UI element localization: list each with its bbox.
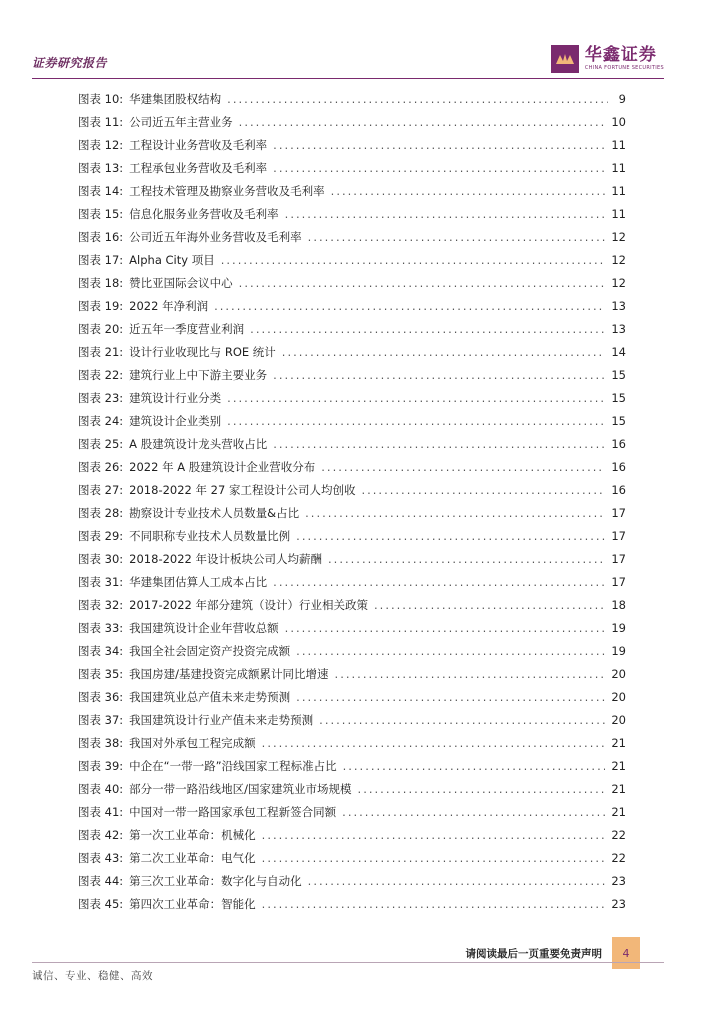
toc-page-number: 16 xyxy=(611,460,626,474)
toc-entry[interactable] xyxy=(78,226,626,249)
footer-divider xyxy=(32,962,664,963)
toc-dot-leader xyxy=(296,640,605,663)
toc-page-number: 12 xyxy=(611,276,626,290)
toc-page-number: 13 xyxy=(611,322,626,336)
toc-figure-title: 我国对外承包工程完成额 xyxy=(129,736,256,750)
toc-figure-number: 图表 34: xyxy=(78,644,124,658)
toc-entry[interactable] xyxy=(78,318,626,341)
toc-figure-number: 图表 32: xyxy=(78,598,124,612)
toc-figure-title: 第二次工业革命：电气化 xyxy=(129,851,256,865)
toc-page-number: 10 xyxy=(611,115,626,129)
toc-entry[interactable] xyxy=(78,801,626,824)
toc-entry[interactable] xyxy=(78,88,626,111)
toc-entry[interactable] xyxy=(78,456,626,479)
toc-page-number: 21 xyxy=(611,805,626,819)
disclaimer-note: 请阅读最后一页重要免责声明 xyxy=(465,948,602,960)
toc-figure-title: 赞比亚国际会议中心 xyxy=(129,276,233,290)
toc-entry[interactable] xyxy=(78,870,626,893)
toc-page-number: 20 xyxy=(611,690,626,704)
toc-entry[interactable] xyxy=(78,686,626,709)
toc-dot-leader xyxy=(250,318,605,341)
toc-figure-number: 图表 37: xyxy=(78,713,124,727)
toc-figure-number: 图表 35: xyxy=(78,667,124,681)
toc-figure-title: 2018-2022 年 27 家工程设计公司人均创收 xyxy=(129,483,356,497)
toc-figure-number: 图表 39: xyxy=(78,759,124,773)
toc-figure-number: 图表 16: xyxy=(78,230,124,244)
toc-entry[interactable] xyxy=(78,525,626,548)
toc-page-number: 20 xyxy=(611,713,626,727)
toc-page-number: 19 xyxy=(611,644,626,658)
toc-figure-number: 图表 33: xyxy=(78,621,124,635)
report-type-label: 证券研究报告 xyxy=(32,56,108,70)
toc-figure-number: 图表 27: xyxy=(78,483,124,497)
toc-dot-leader xyxy=(305,502,605,525)
toc-page-number: 14 xyxy=(611,345,626,359)
toc-figure-number: 图表 18: xyxy=(78,276,124,290)
toc-entry[interactable] xyxy=(78,364,626,387)
toc-figure-number: 图表 10: xyxy=(78,92,124,106)
toc-dot-leader xyxy=(262,847,606,870)
toc-figure-title: A 股建筑设计龙头营收占比 xyxy=(129,437,268,451)
logo-chinese-name: 华鑫证券 xyxy=(584,45,657,65)
toc-dot-leader xyxy=(296,686,605,709)
toc-entry[interactable] xyxy=(78,134,626,157)
company-logo xyxy=(551,44,664,74)
toc-figure-number: 图表 21: xyxy=(78,345,124,359)
toc-figure-number: 图表 22: xyxy=(78,368,124,382)
toc-entry[interactable] xyxy=(78,617,626,640)
toc-dot-leader xyxy=(296,525,605,548)
toc-page-number: 22 xyxy=(611,851,626,865)
toc-entry[interactable] xyxy=(78,640,626,663)
toc-figure-title: 我国建筑设计行业产值未来走势预测 xyxy=(129,713,314,727)
header-divider xyxy=(32,78,664,79)
toc-dot-leader xyxy=(273,134,605,157)
toc-figure-title: 我国房建/基建投资完成额累计同比增速 xyxy=(129,667,329,681)
toc-figure-title: 我国全社会固定资产投资完成额 xyxy=(129,644,291,658)
toc-figure-number: 图表 24: xyxy=(78,414,124,428)
toc-page-number: 15 xyxy=(611,368,626,382)
toc-figure-title: 建筑设计企业类别 xyxy=(129,414,222,428)
toc-entry[interactable] xyxy=(78,755,626,778)
toc-page-number: 23 xyxy=(611,897,626,911)
toc-figure-number: 图表 11: xyxy=(78,115,124,129)
toc-dot-leader xyxy=(285,617,606,640)
page-header xyxy=(32,42,664,76)
toc-figure-number: 图表 19: xyxy=(78,299,124,313)
toc-figure-title: 我国建筑设计企业年营收总额 xyxy=(129,621,279,635)
toc-figure-number: 图表 40: xyxy=(78,782,124,796)
toc-figure-title: 公司近五年海外业务营收及毛利率 xyxy=(129,230,302,244)
toc-entry[interactable] xyxy=(78,502,626,525)
toc-figure-number: 图表 44: xyxy=(78,874,124,888)
toc-page-number: 11 xyxy=(611,138,626,152)
toc-figure-number: 图表 28: xyxy=(78,506,124,520)
toc-page-number: 16 xyxy=(611,437,626,451)
toc-page-number: 20 xyxy=(611,667,626,681)
toc-dot-leader xyxy=(227,88,608,111)
toc-figure-title: 中国对一带一路国家承包工程新签合同额 xyxy=(129,805,337,819)
toc-figure-number: 图表 38: xyxy=(78,736,124,750)
toc-figure-number: 图表 12: xyxy=(78,138,124,152)
toc-page-number: 19 xyxy=(611,621,626,635)
toc-dot-leader xyxy=(331,180,606,203)
toc-dot-leader xyxy=(227,387,605,410)
toc-entry[interactable] xyxy=(78,709,626,732)
toc-dot-leader xyxy=(273,571,605,594)
toc-figure-number: 图表 45: xyxy=(78,897,124,911)
toc-dot-leader xyxy=(239,111,606,134)
toc-figure-number: 图表 41: xyxy=(78,805,124,819)
toc-figure-number: 图表 13: xyxy=(78,161,124,175)
toc-entry[interactable] xyxy=(78,548,626,571)
toc-page-number: 18 xyxy=(611,598,626,612)
toc-dot-leader xyxy=(221,249,606,272)
toc-figure-title: 2018-2022 年设计板块公司人均薪酬 xyxy=(129,552,323,566)
toc-page-number: 9 xyxy=(618,92,626,106)
toc-figure-title: Alpha City 项目 xyxy=(129,253,215,267)
toc-page-number: 16 xyxy=(611,483,626,497)
toc-page-number: 15 xyxy=(611,391,626,405)
toc-dot-leader xyxy=(282,341,606,364)
toc-figure-number: 图表 14: xyxy=(78,184,124,198)
toc-page-number: 12 xyxy=(611,253,626,267)
toc-page-number: 21 xyxy=(611,782,626,796)
toc-dot-leader xyxy=(262,824,606,847)
toc-figure-title: 公司近五年主营业务 xyxy=(129,115,233,129)
toc-page-number: 22 xyxy=(611,828,626,842)
toc-figure-title: 不同职称专业技术人员数量比例 xyxy=(129,529,291,543)
toc-figure-title: 2017-2022 年部分建筑（设计）行业相关政策 xyxy=(129,598,369,612)
toc-dot-leader xyxy=(308,226,606,249)
toc-figure-title: 第三次工业革命：数字化与自动化 xyxy=(129,874,302,888)
toc-entry[interactable] xyxy=(78,778,626,801)
company-motto: 诚信、专业、稳健、高效 xyxy=(32,970,153,982)
toc-dot-leader xyxy=(214,295,605,318)
toc-figure-title: 第四次工业革命：智能化 xyxy=(129,897,256,911)
toc-dot-leader xyxy=(342,801,605,824)
toc-page-number: 11 xyxy=(611,207,626,221)
toc-dot-leader xyxy=(239,272,606,295)
toc-page-number: 17 xyxy=(611,506,626,520)
toc-entry[interactable] xyxy=(78,847,626,870)
toc-page-number: 23 xyxy=(611,874,626,888)
toc-figure-title: 信息化服务业务营收及毛利率 xyxy=(129,207,279,221)
toc-dot-leader xyxy=(343,755,606,778)
toc-entry[interactable] xyxy=(78,272,626,295)
toc-dot-leader xyxy=(335,663,606,686)
toc-entry[interactable] xyxy=(78,732,626,755)
page-number-badge: 4 xyxy=(612,937,640,969)
toc-figure-title: 工程承包业务营收及毛利率 xyxy=(129,161,268,175)
toc-dot-leader xyxy=(374,594,605,617)
toc-page-number: 17 xyxy=(611,575,626,589)
toc-figure-number: 图表 26: xyxy=(78,460,124,474)
toc-figure-title: 2022 年净利润 xyxy=(129,299,209,313)
toc-entry[interactable] xyxy=(78,433,626,456)
toc-dot-leader xyxy=(273,433,605,456)
figure-list xyxy=(78,88,626,916)
toc-dot-leader xyxy=(321,456,605,479)
toc-figure-number: 图表 31: xyxy=(78,575,124,589)
toc-dot-leader xyxy=(273,364,605,387)
toc-figure-number: 图表 20: xyxy=(78,322,124,336)
toc-entry[interactable] xyxy=(78,824,626,847)
toc-page-number: 13 xyxy=(611,299,626,313)
toc-figure-number: 图表 30: xyxy=(78,552,124,566)
toc-figure-number: 图表 29: xyxy=(78,529,124,543)
toc-page-number: 15 xyxy=(611,414,626,428)
toc-figure-title: 勘察设计专业技术人员数量&占比 xyxy=(129,506,300,520)
toc-page-number: 21 xyxy=(611,759,626,773)
toc-figure-number: 图表 42: xyxy=(78,828,124,842)
toc-dot-leader xyxy=(358,778,606,801)
toc-figure-title: 建筑行业上中下游主要业务 xyxy=(129,368,268,382)
toc-dot-leader xyxy=(328,548,605,571)
toc-figure-title: 华建集团估算人工成本占比 xyxy=(129,575,268,589)
toc-page-number: 12 xyxy=(611,230,626,244)
toc-dot-leader xyxy=(262,732,606,755)
toc-figure-title: 部分一带一路沿线地区/国家建筑业市场规模 xyxy=(129,782,352,796)
toc-figure-title: 第一次工业革命：机械化 xyxy=(129,828,256,842)
toc-page-number: 21 xyxy=(611,736,626,750)
toc-entry[interactable] xyxy=(78,249,626,272)
toc-dot-leader xyxy=(319,709,605,732)
toc-figure-title: 工程技术管理及勘察业务营收及毛利率 xyxy=(129,184,325,198)
toc-entry[interactable] xyxy=(78,341,626,364)
toc-figure-number: 图表 25: xyxy=(78,437,124,451)
toc-figure-number: 图表 43: xyxy=(78,851,124,865)
logo-icon xyxy=(551,45,579,73)
toc-entry[interactable] xyxy=(78,594,626,617)
toc-page-number: 17 xyxy=(611,552,626,566)
toc-dot-leader xyxy=(285,203,606,226)
toc-dot-leader xyxy=(227,410,605,433)
toc-entry[interactable] xyxy=(78,295,626,318)
toc-figure-title: 华建集团股权结构 xyxy=(129,92,222,106)
toc-entry[interactable] xyxy=(78,203,626,226)
toc-page-number: 11 xyxy=(611,161,626,175)
toc-page-number: 17 xyxy=(611,529,626,543)
toc-figure-title: 工程设计业务营收及毛利率 xyxy=(129,138,268,152)
toc-figure-title: 建筑设计行业分类 xyxy=(129,391,222,405)
toc-figure-number: 图表 17: xyxy=(78,253,124,267)
toc-page-number: 11 xyxy=(611,184,626,198)
toc-entry[interactable] xyxy=(78,180,626,203)
toc-entry[interactable] xyxy=(78,571,626,594)
toc-dot-leader xyxy=(273,157,605,180)
toc-entry[interactable] xyxy=(78,111,626,134)
toc-entry[interactable] xyxy=(78,410,626,433)
toc-dot-leader xyxy=(361,479,605,502)
toc-entry[interactable] xyxy=(78,157,626,180)
toc-figure-number: 图表 15: xyxy=(78,207,124,221)
toc-figure-number: 图表 23: xyxy=(78,391,124,405)
toc-entry[interactable] xyxy=(78,893,626,916)
toc-figure-title: 2022 年 A 股建筑设计企业营收分布 xyxy=(129,460,316,474)
toc-figure-title: 中企在“一带一路”沿线国家工程标准占比 xyxy=(129,759,337,773)
toc-figure-number: 图表 36: xyxy=(78,690,124,704)
toc-figure-title: 近五年一季度营业利润 xyxy=(129,322,245,336)
toc-dot-leader xyxy=(308,870,606,893)
toc-dot-leader xyxy=(262,893,606,916)
toc-entry[interactable] xyxy=(78,663,626,686)
toc-entry[interactable] xyxy=(78,479,626,502)
logo-english-name: CHINA FORTUNE SECURITIES xyxy=(584,65,664,71)
toc-figure-title: 我国建筑业总产值未来走势预测 xyxy=(129,690,291,704)
toc-figure-title: 设计行业收现比与 ROE 统计 xyxy=(129,345,276,359)
toc-entry[interactable] xyxy=(78,387,626,410)
